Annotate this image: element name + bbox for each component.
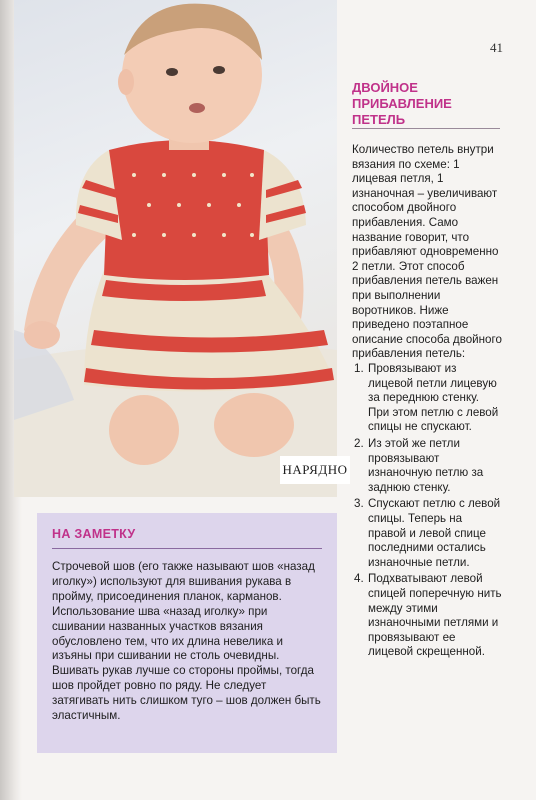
photo-caption: НАРЯДНО: [280, 456, 350, 484]
section-heading: ДВОЙНОЕ ПРИБАВЛЕНИЕ ПЕТЕЛЬ: [352, 80, 452, 127]
step-number: 1.: [354, 362, 364, 375]
page-number: 41: [490, 40, 503, 55]
step-number: 3.: [354, 497, 364, 511]
heading-divider: [352, 128, 500, 129]
list-item: [352, 572, 502, 660]
note-divider: [52, 548, 322, 549]
note-title: НА ЗАМЕТКУ: [52, 527, 136, 541]
step-text: Из этой же петли провязывают изнаночную петлю за заднюю стенку.: [368, 436, 484, 494]
list-item: [352, 362, 502, 435]
step-text: Провязывают из лицевой петли лицевую за переднюю стенку. При этом петлю с левой спицы не спускают.: [368, 362, 499, 434]
section-intro: Количество петель внутри вязания по схеме: 1 лицевая петля, 1 изнаночная – увеличивают способом двойного прибавления. Само название говорит, что прибавляют одновременно 2 петли. Этот способ прибавления петель важен при выполнении воротников. Ниже приведено поэтапное описание способа двойного прибавления петель:: [352, 143, 502, 361]
step-text: Спускают петлю с левой спицы. Теперь на правой и левой спице последними остались изнаночные петли.: [368, 497, 501, 569]
list-item: [352, 437, 502, 495]
step-number: 2.: [354, 436, 364, 450]
baby-dress-photo: [14, 0, 348, 497]
step-text: Подхватывают левой спицей поперечную нить между этими изнаночными петлями и провязывают ее лицевой скрещенной.: [368, 572, 502, 659]
list-item: [352, 497, 502, 570]
note-text: Строчевой шов (его также называют шов «назад иголку») используют для вшивания рукава в пройму, присоединения планок, карманов. Использование шва «назад иголку» при сшивании названных участков вязания обусловлено тем, что их длина невелика и изъяны при сшивании не столь очевидны. Вшивать рукав лучше со стороны проймы, тогда шов пройдет ровно по ряду. Не следует затягивать нить слишком туго – шов должен быть эластичным.: [52, 560, 321, 723]
steps-list: [352, 362, 502, 662]
baby-illustration: [14, 0, 337, 497]
step-number: 4.: [354, 572, 364, 586]
